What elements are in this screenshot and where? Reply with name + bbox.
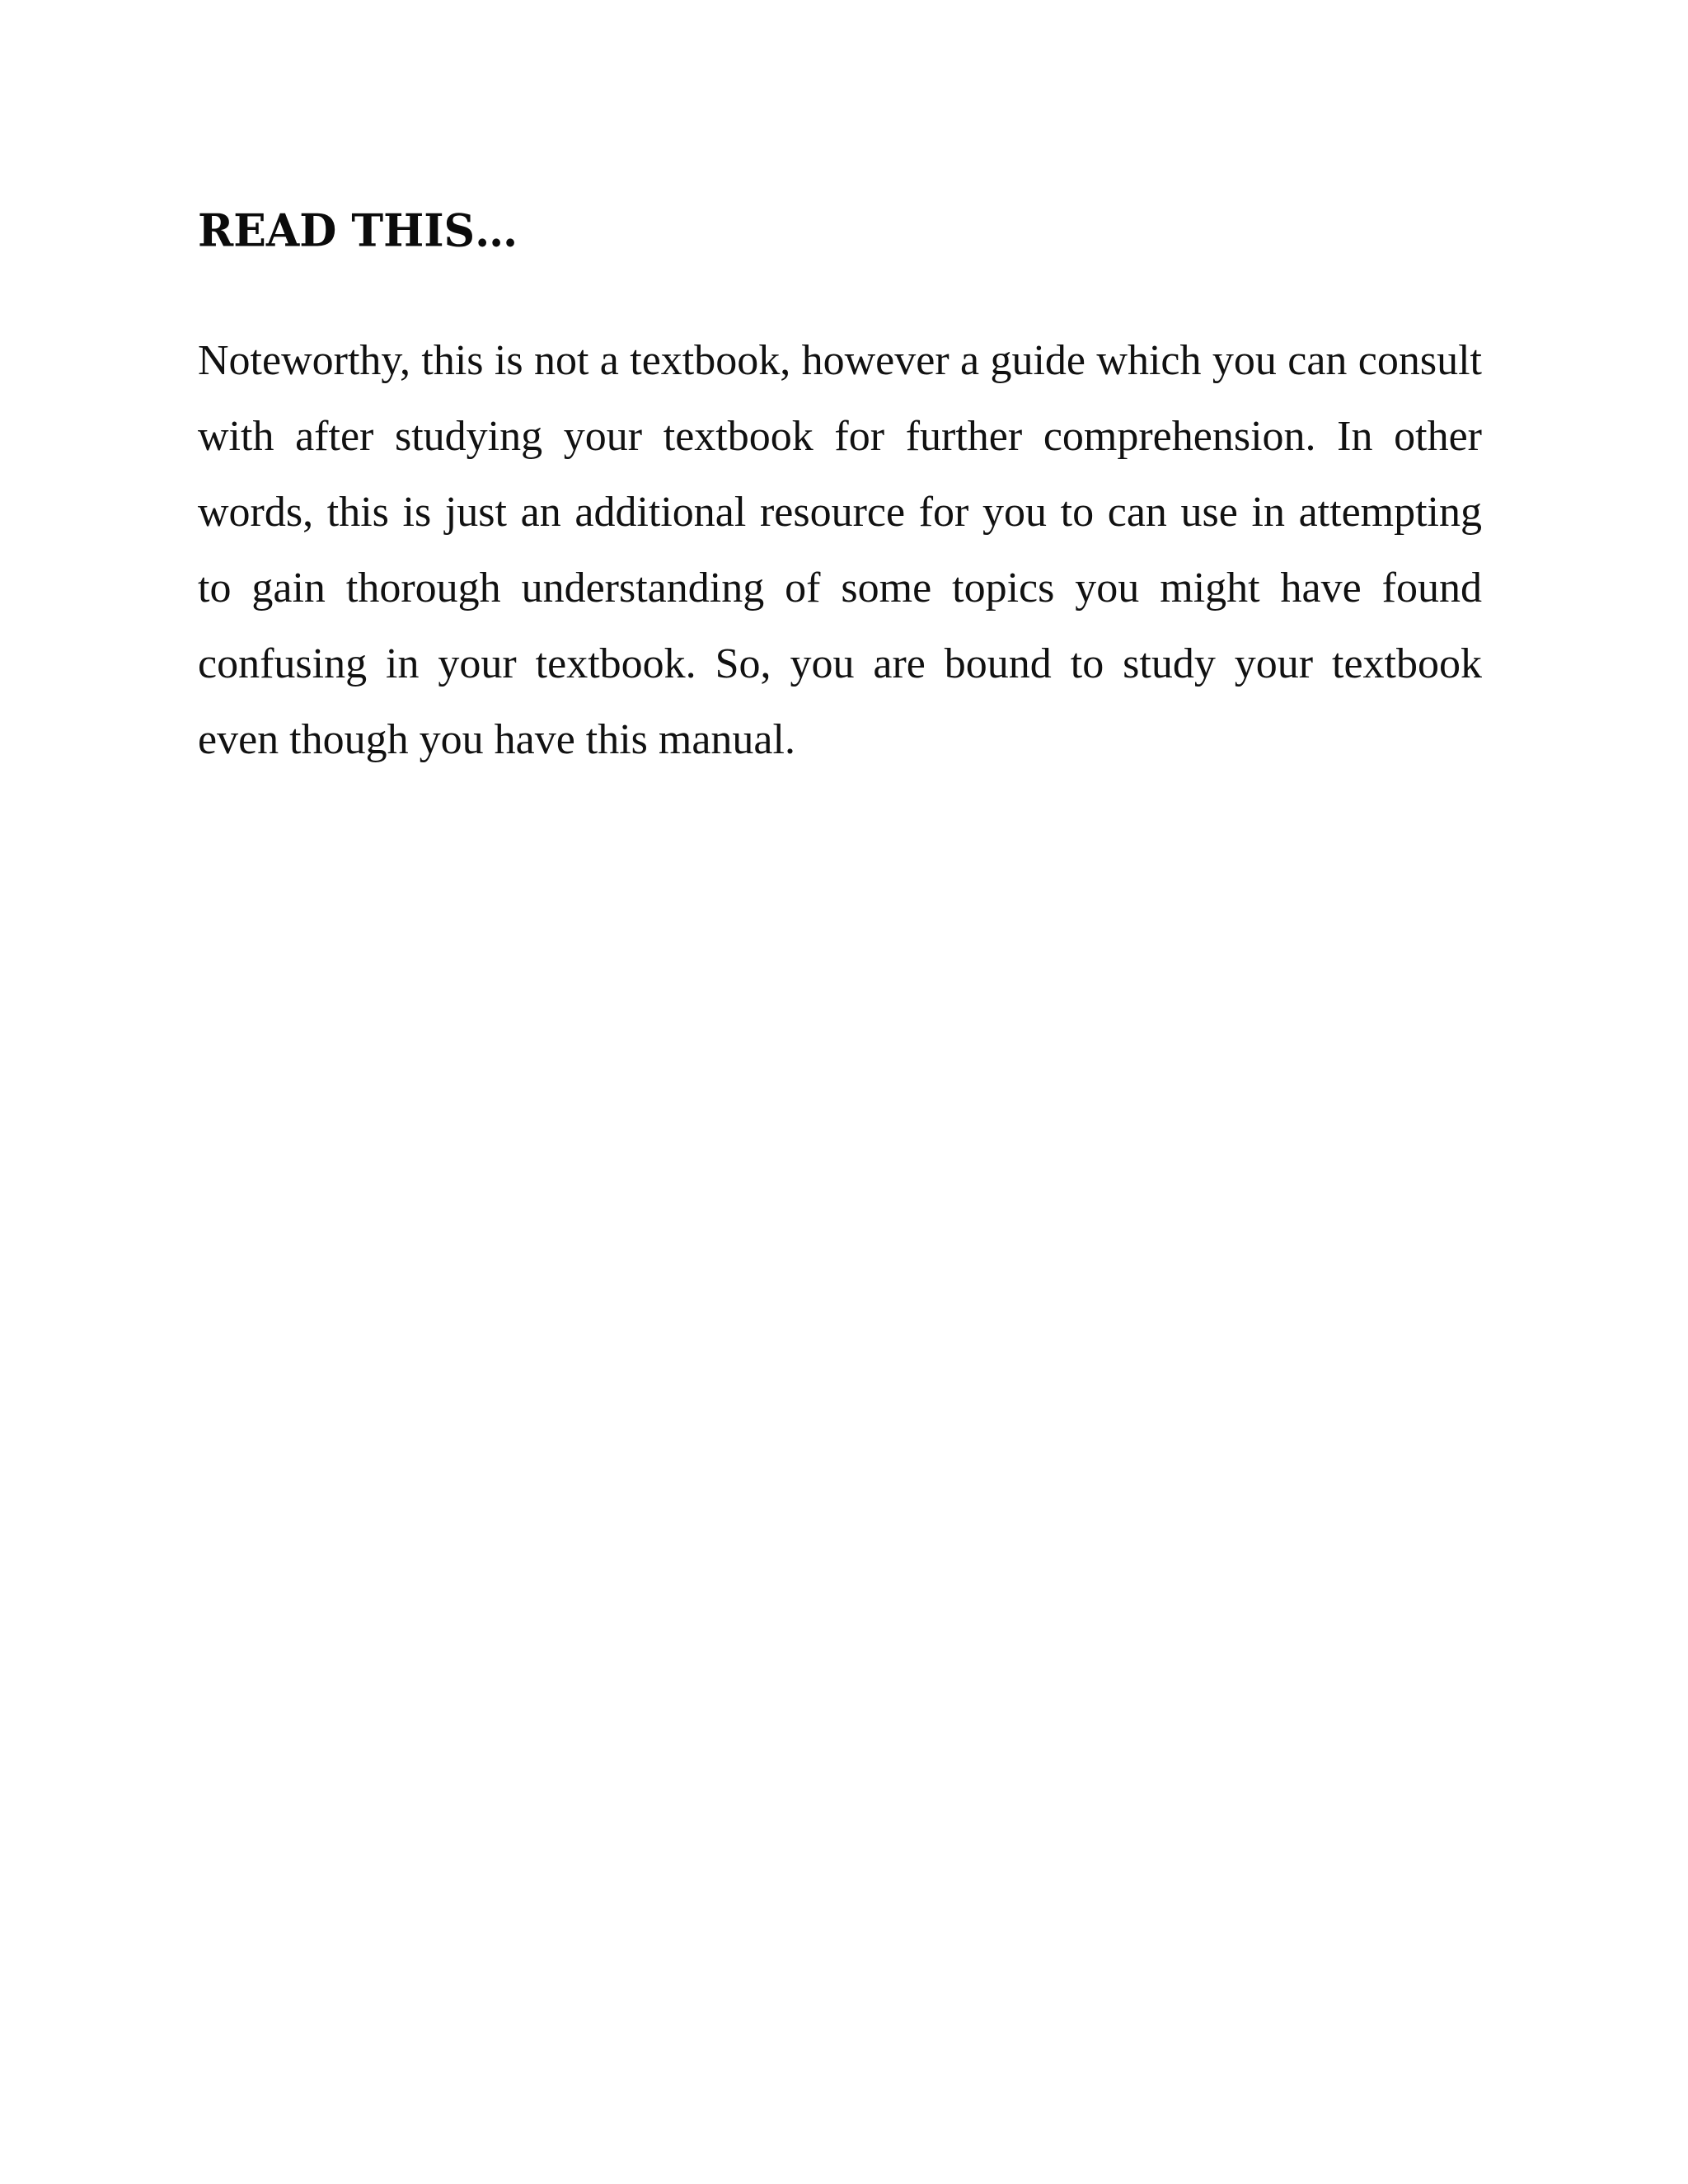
section-heading: READ THIS… bbox=[198, 204, 518, 257]
body-paragraph: Noteworthy, this is not a textbook, however a guide which you can consult with after studying your textbook for further comprehension. In other words, this is just an additional resource for you to can use in attempting to gain thorough understanding of some topics you might have found confusing in your textbook. So, you are bound to study your textbook even though you have this manual. bbox=[198, 337, 1482, 763]
